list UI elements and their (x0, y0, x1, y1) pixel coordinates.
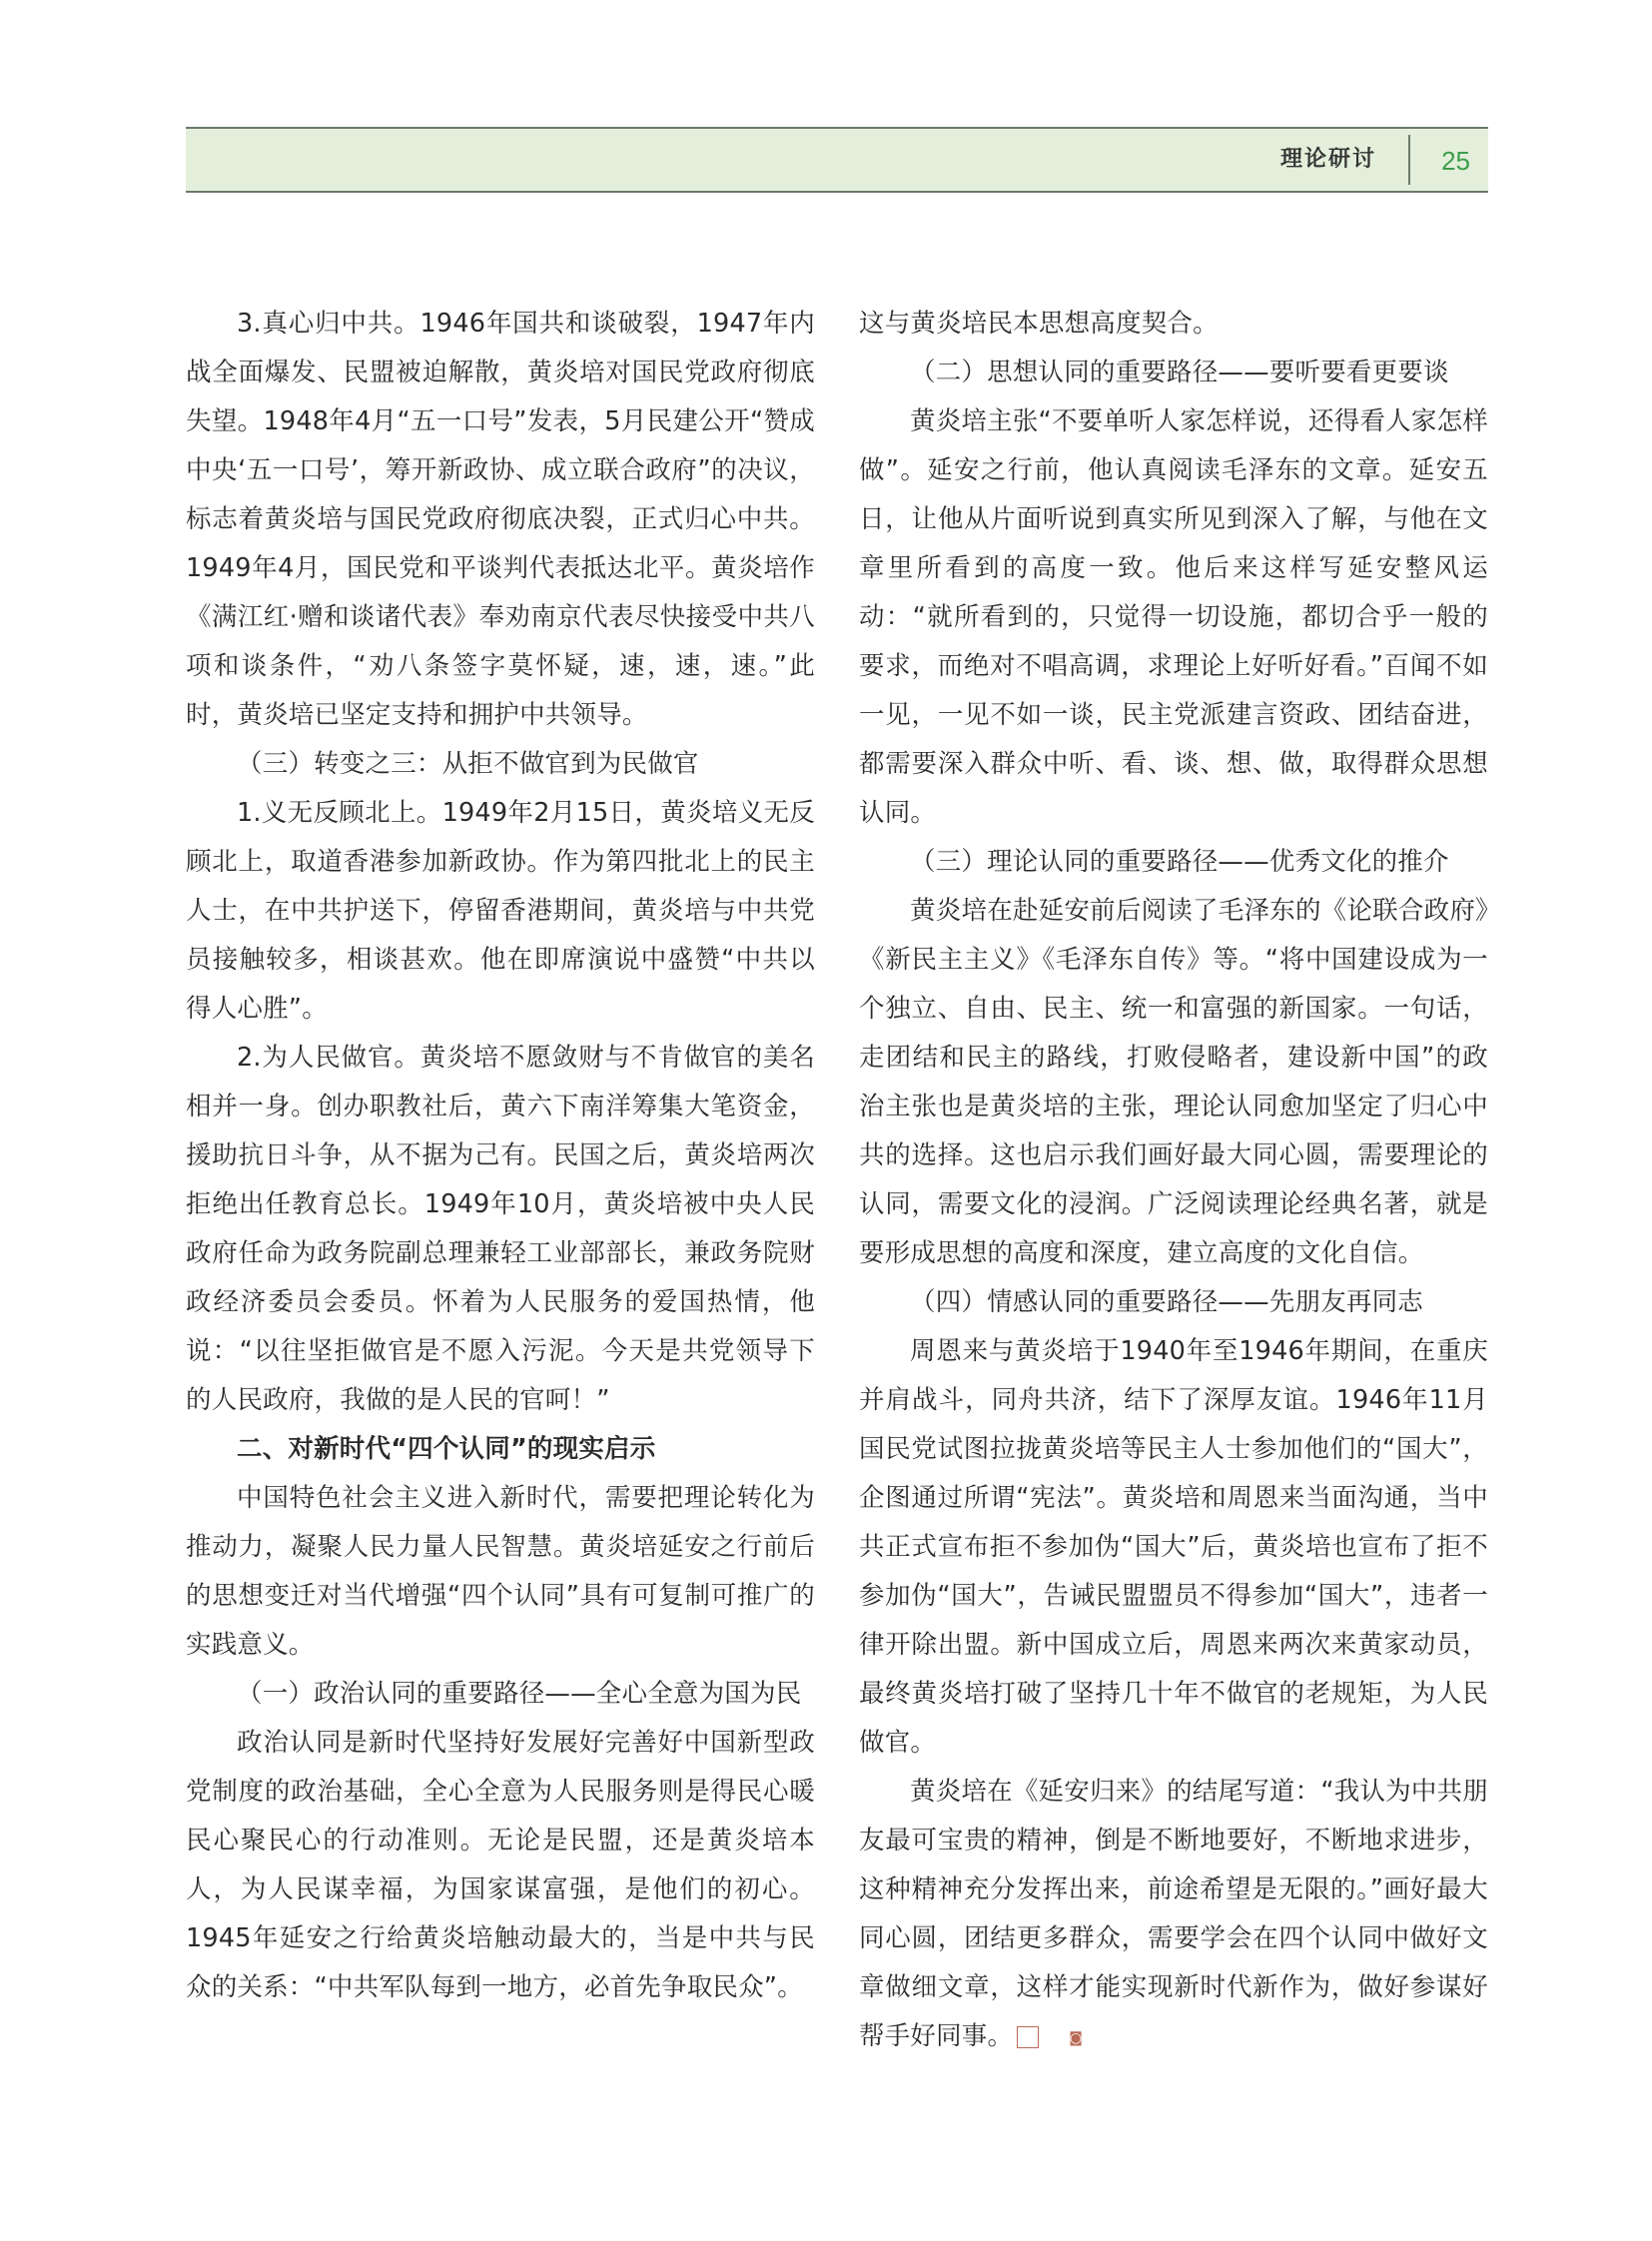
paragraph-continued: 这与黄炎培民本思想高度契合。 (859, 309, 1219, 339)
subsection-heading: （四）情感认同的重要路径——先朋友再同志 (910, 1287, 1424, 1317)
subsection-heading: （三）转变之三：从拒不做官到为民做官 (237, 749, 699, 779)
paragraph: 周恩来与黄炎培于1940年至1946年期间，在重庆并肩战斗，同舟共济，结下了深厚友谊。1946年11月国民党试图拉拢黄炎培等民主人士参加他们的“国大”，企图通过所谓“宪法”。黄炎培和周恩来当面沟通，当中共正式宣布拒不参加伪“国大”后，黄炎培也宣布了拒不参加伪“国大”，告诫民盟盟员不得参加“国大”，违者一律开除出盟。新中国成立后，周恩来两次来黄家动员，最终黄炎培打破了坚持几十年不做官的老规矩，为人民做官。 (859, 1336, 1488, 1758)
end-mark-icon: ◙ (1017, 2026, 1039, 2048)
section-heading: 二、对新时代“四个认同”的现实启示 (237, 1434, 656, 1464)
closing-paragraph-text: 黄炎培在《延安归来》的结尾写道：“我认为中共朋友最可宝贵的精神，倒是不断地要好，不断地求进步，这种精神充分发挥出来，前途希望是无限的。”画好最大同心圆，团结更多群众，需要学会在四个认同中做好文章做细文章，这样才能实现新时代新作为，做好参谋好帮手好同事。 (859, 1777, 1488, 2051)
paragraph: 黄炎培在赴延安前后阅读了毛泽东的《论联合政府》《新民主主义》《毛泽东自传》等。“将中国建设成为一个独立、自由、民主、统一和富强的新国家。一句话，走团结和民主的路线，打败侵略者，建设新中国”的政治主张也是黄炎培的主张，理论认同愈加坚定了归心中共的选择。这也启示我们画好最大同心圆，需要理论的认同，需要文化的浸润。广泛阅读理论经典名著，就是要形成思想的高度和深度，建立高度的文化自信。 (859, 896, 1488, 1268)
subsection-heading: （三）理论认同的重要路径——优秀文化的推介 (910, 847, 1449, 877)
header-divider (1408, 135, 1410, 185)
right-column (859, 300, 1488, 2061)
paragraph: 2.为人民做官。黄炎培不愿敛财与不肯做官的美名相并一身。创办职教社后，黄六下南洋筹集大笔资金，援助抗日斗争，从不据为己有。民国之后，黄炎培两次拒绝出任教育总长。1949年10月，黄炎培被中央人民政府任命为政务院副总理兼轻工业部部长，兼政务院财政经济委员会委员。怀着为人民服务的爱国热情，他说：“以往坚拒做官是不愿入污泥。今天是共党领导下的人民政府，我做的是人民的官呵！” (186, 1043, 815, 1415)
paragraph: 中国特色社会主义进入新时代，需要把理论转化为推动力，凝聚人民力量人民智慧。黄炎培延安之行前后的思想变迁对当代增强“四个认同”具有可复制可推广的实践意义。 (186, 1483, 815, 1660)
page-header (186, 127, 1488, 193)
subsection-heading: （一）政治认同的重要路径——全心全意为国为民 (237, 1679, 802, 1709)
paragraph: 3.真心归中共。1946年国共和谈破裂，1947年内战全面爆发、民盟被迫解散，黄炎培对国民党政府彻底失望。1948年4月“五一口号”发表，5月民建公开“赞成中央‘五一口号’，筹开新政协、成立联合政府”的决议，标志着黄炎培与国民党政府彻底决裂，正式归心中共。1949年4月，国民党和平谈判代表抵达北平。黄炎培作《满江红·赠和谈诸代表》奉劝南京代表尽快接受中共八项和谈条件，“劝八条签字莫怀疑，速，速，速。”此时，黄炎培已坚定支持和拥护中共领导。 (186, 309, 815, 730)
paragraph: 1.义无反顾北上。1949年2月15日，黄炎培义无反顾北上，取道香港参加新政协。作为第四批北上的民主人士，在中共护送下，停留香港期间，黄炎培与中共党员接触较多，相谈甚欢。他在即席演说中盛赞“中共以得人心胜”。 (186, 798, 815, 1024)
closing-paragraph (859, 1768, 1488, 2061)
section-title: 理论研讨 (1279, 147, 1376, 172)
left-column (186, 300, 815, 2012)
paragraph: 黄炎培主张“不要单听人家怎样说，还得看人家怎样做”。延安之行前，他认真阅读毛泽东的文章。延安五日，让他从片面听说到真实所见到深入了解，与他在文章里所看到的高度一致。他后来这样写延安整风运动：“就所看到的，只觉得一切设施，都切合乎一般的要求，而绝对不唱高调，求理论上好听好看。”百闻不如一见，一见不如一谈，民主党派建言资政、团结奋进，都需要深入群众中听、看、谈、想、做，取得群众思想认同。 (859, 406, 1488, 828)
paragraph: 政治认同是新时代坚持好发展好完善好中国新型政党制度的政治基础，全心全意为人民服务则是得民心暖民心聚民心的行动准则。无论是民盟，还是黄炎培本人，为人民谋幸福，为国家谋富强，是他们的初心。1945年延安之行给黄炎培触动最大的，当是中共与民众的关系：“中共军队每到一地方，必首先争取民众”。 (186, 1728, 815, 2002)
page-number: 25 (1441, 146, 1470, 176)
subsection-heading: （二）思想认同的重要路径——要听要看更要谈 (910, 358, 1449, 387)
